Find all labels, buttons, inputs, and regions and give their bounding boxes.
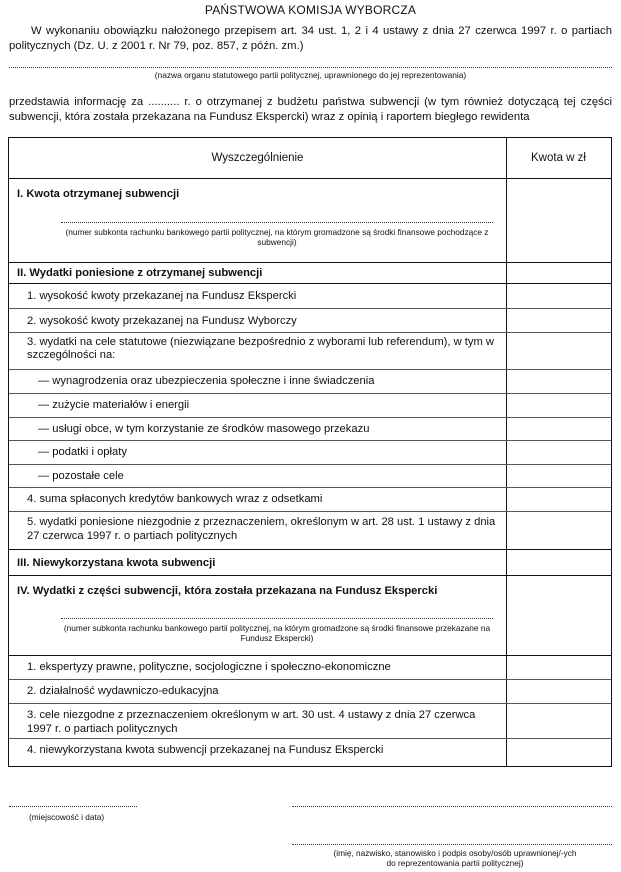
signature-caption: (imię, nazwisko, stanowisko i podpis osoby/osób uprawnionej/-ych do reprezentowania partii politycznej)	[333, 848, 577, 868]
subaccount-number-field-1[interactable]	[61, 222, 493, 223]
row-salaries: — wynagrodzenia oraz ubezpieczenia społeczne i inne świadczenia	[38, 375, 375, 387]
row-divider	[9, 417, 611, 418]
row-divider	[9, 655, 611, 656]
row-external-services: — usługi obce, w tym korzystanie ze środków masowego przekazu	[38, 423, 370, 435]
row-divider	[9, 575, 611, 576]
row-bank-loans: 4. suma spłaconych kredytów bankowych wraz z odsetkami	[27, 493, 323, 505]
row-taxes-fees: — podatki i opłaty	[38, 446, 127, 458]
row-misused-expenses: 5. wydatki poniesione niezgodnie z przeznaczeniem, określonym w art. 28 ust. 1 ustawy z dnia 27 czerwca 1997 r. o partiach politycznych	[27, 516, 496, 542]
row-divider	[9, 308, 611, 309]
subsidy-table	[8, 137, 612, 767]
row-divider	[9, 679, 611, 680]
row-other-purposes: — pozostałe cele	[38, 470, 124, 482]
row-divider	[9, 393, 611, 394]
subaccount-caption-1: (numer subkonta rachunku bankowego partii politycznej, na którym gromadzone są środki finansowe pochodzące z subwencji)	[65, 227, 489, 247]
row-divider	[9, 332, 611, 333]
row-misused-expert-fund: 3. cele niezgodne z przeznaczeniem określonym w art. 30 ust. 4 ustawy z dnia 27 czerwca 1997 r. o partiach politycznych	[27, 709, 476, 735]
row-divider	[9, 703, 611, 704]
row-divider	[9, 178, 611, 179]
row-divider	[9, 511, 611, 512]
section-3-title: III. Niewykorzystana kwota subwencji	[17, 557, 216, 569]
signature-line-1[interactable]	[292, 806, 612, 807]
row-divider	[9, 440, 611, 441]
row-election-fund-transfer: 2. wysokość kwoty przekazanej na Fundusz Wyborczy	[27, 315, 297, 327]
row-expert-opinions: 1. ekspertyzy prawne, polityczne, socjologiczne i społeczno-ekonomiczne	[27, 661, 391, 673]
column-divider	[506, 138, 507, 766]
row-divider	[9, 464, 611, 465]
row-divider	[9, 369, 611, 370]
row-divider	[9, 262, 611, 263]
subaccount-number-field-2[interactable]	[61, 618, 493, 619]
section-2-title: II. Wydatki poniesione z otrzymanej subwencji	[17, 267, 263, 279]
place-date-field[interactable]	[9, 806, 137, 807]
row-divider	[9, 487, 611, 488]
organ-name-line[interactable]	[9, 67, 612, 68]
section-1-title: I. Kwota otrzymanej subwencji	[17, 188, 180, 200]
section-4-title: IV. Wydatki z części subwencji, która została przekazana na Fundusz Ekspercki	[17, 585, 438, 597]
row-divider	[9, 549, 611, 550]
row-materials-energy: — zużycie materiałów i energii	[38, 399, 190, 411]
signature-line-2[interactable]	[292, 844, 612, 845]
column-header-description: Wyszczególnienie	[211, 152, 304, 164]
row-divider	[9, 738, 611, 739]
row-publishing: 2. działalność wydawniczo-edukacyjna	[27, 685, 219, 697]
info-paragraph: przedstawia informację za .......... r. o otrzymanej z budżetu państwa subwencji (w tym również dotyczącą tej części subwencji, która została przekazana na Fundusz Ekspercki) wraz z opinią i raportem biegłego rewidenta	[9, 96, 612, 123]
column-header-amount: Kwota w zł	[531, 152, 586, 164]
subaccount-caption-2: (numer subkonta rachunku bankowego partii politycznej, na którym gromadzone są środki finansowe przekazane na Fundusz Ekspercki)	[63, 623, 491, 643]
place-date-caption: (miejscowość i data)	[29, 812, 105, 822]
row-statutory-expenses	[9, 336, 506, 362]
row-statutory-expenses-label: 3. wydatki na cele statutowe (niezwiązane bezpośrednio z wyborami lub referendum), w tym w szczególności na:	[27, 336, 494, 361]
row-unused-expert-fund: 4. niewykorzystana kwota subwencji przekazanej na Fundusz Ekspercki	[27, 744, 384, 756]
organ-name-caption: (nazwa organu statutowego partii politycznej, uprawnionego do jej reprezentowania)	[154, 70, 467, 80]
row-expert-fund-transfer: 1. wysokość kwoty przekazanej na Fundusz Ekspercki	[27, 290, 297, 302]
form-title: PAŃSTWOWA KOMISJA WYBORCZA	[204, 3, 417, 17]
intro-paragraph: W wykonaniu obowiązku nałożonego przepisem art. 34 ust. 1, 2 i 4 ustawy z dnia 27 czerwca 1997 r. o partiach politycznych (Dz. U. z 2001 r. Nr 79, poz. 857, z późn. zm.)	[9, 25, 612, 52]
row-divider	[9, 283, 611, 284]
